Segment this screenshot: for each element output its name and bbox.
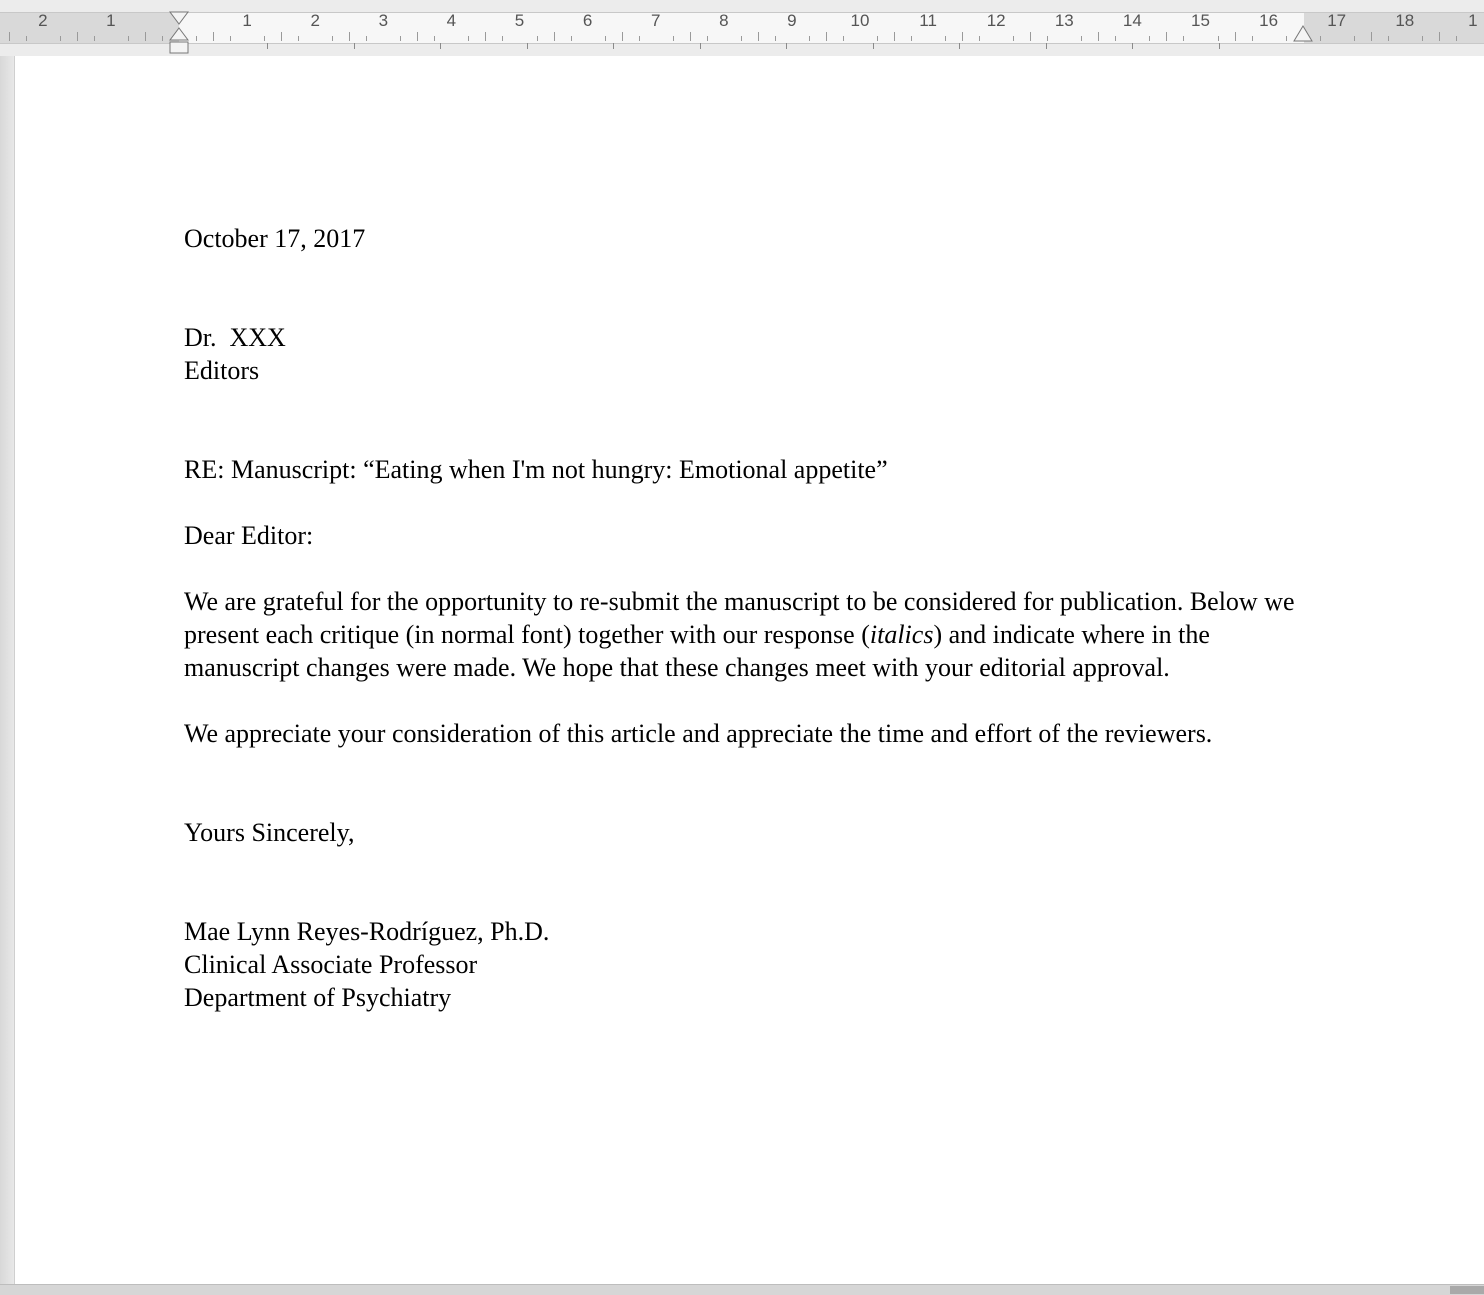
ruler-tick [60,36,61,41]
ruler-tick [1013,36,1014,41]
ruler-tick [571,36,572,41]
ruler-tick [9,32,10,41]
ruler-tick [673,36,674,41]
ruler-tick [1354,36,1355,41]
ruler-tick [1098,32,1099,41]
ruler-tick [417,32,418,41]
ruler-tick [894,32,895,41]
ruler-number-2-1: 2 [310,11,320,30]
ruler-number-1-18: 1 [1468,11,1478,30]
ruler-tick [1252,36,1253,41]
ruler-tick [145,32,146,41]
ruler-tick [77,32,78,41]
closing: Yours Sincerely, [184,818,355,847]
salutation: Dear Editor: [184,521,314,550]
ruler-tab-stop [1219,43,1220,49]
ruler-tick [1115,36,1116,41]
ruler-tick [213,32,214,41]
ruler-number-7-6: 7 [650,11,661,30]
letter-date: October 17, 2017 [184,224,366,253]
ruler-number-17-16: 17 [1327,11,1347,30]
ruler-tab-stop [267,43,268,49]
ruler-tick [1371,32,1372,41]
ruler-number-5-4: 5 [514,11,525,30]
ruler-tick [298,36,299,41]
ruler-number-left-1: 1 [106,11,116,30]
ruler-number-8-7: 8 [719,11,729,30]
ruler-number-14-13: 14 [1122,11,1142,30]
ruler-number-16-15: 16 [1259,11,1279,30]
ruler-tick [758,32,759,41]
ruler-tick [1422,36,1423,41]
ruler-tick [94,36,95,41]
signer-department: Department of Psychiatry [184,983,452,1012]
ruler-tick [196,36,197,41]
ruler-number-left-2: 2 [38,11,48,30]
ruler-number-6-5: 6 [582,11,593,30]
ruler-number-12-11: 12 [986,11,1006,30]
paragraph-1-part-2: ) and indicate where in the manuscript changes were made. We hope that these changes meet with your editorial approval. [184,620,1210,682]
signer-name: Mae Lynn Reyes-Rodríguez, Ph.D. [184,917,550,946]
ruler-tab-stop [440,43,441,49]
ruler-tick [622,32,623,41]
ruler-tick [741,36,742,41]
ruler-tick [1183,36,1184,41]
ruler-tick [979,36,980,41]
page-shadow [0,56,14,1294]
ruler-tick [485,32,486,41]
ruler-tick [1047,36,1048,41]
ruler-tick [911,36,912,41]
ruler-tab-stop [700,43,701,49]
ruler-number-10-9: 10 [850,11,870,30]
ruler-tab-stop [786,43,787,49]
ruler-tick [366,36,367,41]
paragraph-2: We appreciate your consideration of this article and appreciate the time and effort of the reviewers. [184,719,1213,748]
ruler-tick [877,36,878,41]
letter-body[interactable] [184,222,1304,1014]
ruler-number-4-3: 4 [446,11,457,30]
ruler-tick [707,36,708,41]
ruler-tick [400,36,401,41]
ruler-tick [809,36,810,41]
ruler-number-1-0: 1 [242,11,252,30]
ruler-tick [1166,32,1167,41]
ruler-number-3-2: 3 [378,11,389,30]
ruler-tab-stop [613,43,614,49]
ruler-tab-stop [1132,43,1133,49]
ruler-tab-stop [873,43,874,49]
re-line: RE: Manuscript: “Eating when I'm not hungry: Emotional appetite” [184,455,888,484]
recipient-title: Editors [184,356,260,385]
ruler-tick [1149,36,1150,41]
ruler-tick [26,36,27,41]
ruler-tab-stop [959,43,960,49]
ruler-tick [434,36,435,41]
ruler-tick [502,36,503,41]
ruler-tick [639,36,640,41]
ruler-tick [162,36,163,41]
paragraph-1 [184,585,1304,684]
ruler-number-13-12: 13 [1054,11,1074,30]
ruler-tick [843,36,844,41]
ruler-tick [1081,36,1082,41]
horizontal-ruler[interactable] [0,0,1484,56]
ruler-tab-stop [1046,43,1047,49]
signer-title: Clinical Associate Professor [184,950,478,979]
ruler-tick [537,36,538,41]
ruler-tick [775,36,776,41]
ruler-tick [230,36,231,41]
horizontal-scrollbar-track[interactable] [0,1284,1484,1295]
ruler-tick [1218,36,1219,41]
right-indent-marker-icon[interactable] [1293,24,1313,44]
ruler-tick [1439,32,1440,41]
ruler-number-9-8: 9 [787,11,797,30]
ruler-number-15-14: 15 [1191,11,1210,30]
ruler-number-11-10: 11 [919,11,937,30]
ruler-tick [554,32,555,41]
ruler-tick [690,32,691,41]
ruler-tick [1030,32,1031,41]
ruler-tab-stop [354,43,355,49]
ruler-tick [128,36,129,41]
ruler-tick [281,32,282,41]
ruler-tick [605,36,606,41]
ruler-tick [1320,36,1321,41]
paragraph-1-italic: italics [869,620,934,649]
paragraph-1-part-1: We are grateful for the opportunity to re-submit the manuscript to be considered for publication. Below we present each critique (in normal font) together with our response ( [184,587,1295,649]
ruler-tick [468,36,469,41]
recipient-name: Dr. XXX [184,323,286,352]
left-indent-marker-icon[interactable] [169,11,189,55]
ruler-number-18-17: 18 [1395,11,1415,30]
ruler-tick [1235,32,1236,41]
ruler-tick [332,36,333,41]
ruler-tick [1286,36,1287,41]
ruler-tick [962,32,963,41]
ruler-tick [1388,36,1389,41]
scrollbar-thumb[interactable] [1450,1286,1484,1294]
ruler-tick [945,36,946,41]
ruler-tick [826,32,827,41]
ruler-tick [349,32,350,41]
ruler-tab-stop [527,43,528,49]
ruler-tick [1456,36,1457,41]
ruler-tick [264,36,265,41]
